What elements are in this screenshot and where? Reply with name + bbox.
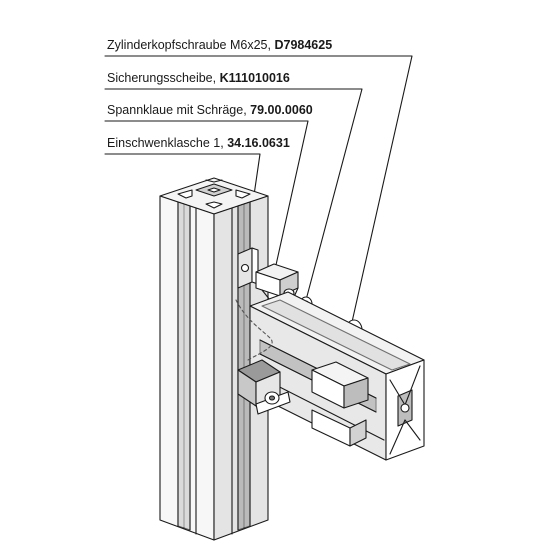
callout-screw-label: Zylinderkopfschraube M6x25, — [107, 38, 271, 52]
callout-lock-washer-part-number: K111010016 — [219, 71, 290, 85]
callout-swivel-tab-label: Einschwenklasche 1, — [107, 136, 224, 150]
callout-clamp-claw-label: Spannklaue mit Schräge, — [107, 103, 247, 117]
callout-screw-part-number: D7984625 — [274, 38, 333, 52]
callout-lock-washer-label: Sicherungsscheibe, — [107, 71, 217, 85]
swivel-tab-hole — [242, 265, 249, 272]
callout-swivel-tab-part-number: 34.16.0631 — [227, 136, 290, 150]
swivel-tab — [238, 248, 258, 288]
lower-bolt-socket — [270, 396, 275, 400]
profile-left-groove-shade — [178, 202, 190, 530]
callout-clamp-claw-part-number: 79.00.0060 — [250, 103, 313, 117]
hprofile-center-bore — [401, 404, 409, 412]
